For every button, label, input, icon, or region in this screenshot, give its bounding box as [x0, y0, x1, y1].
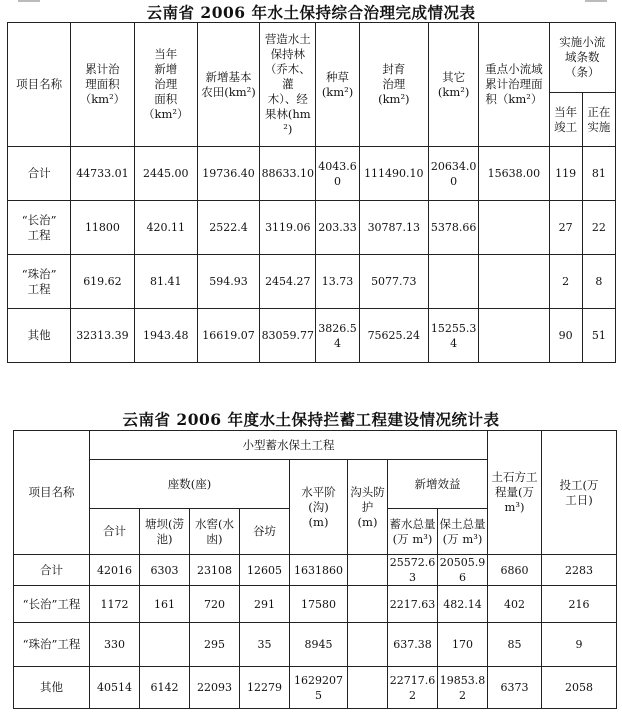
table-cell: 330 [90, 623, 140, 667]
table-cell: 81 [582, 147, 615, 201]
table-cell: 30787.13 [359, 201, 428, 255]
table-cell: 1943.48 [134, 309, 197, 363]
table-cell: 19736.40 [197, 147, 259, 201]
table-cell: 161 [140, 586, 190, 623]
table-cell: 81.41 [134, 255, 197, 309]
header-cellar: 水窖(水 凼) [190, 509, 240, 555]
row-label: 合计 [14, 555, 90, 586]
row-label: 其他 [14, 667, 90, 709]
table-cell: 13.73 [316, 255, 359, 309]
header-project: 项目名称 [14, 431, 90, 555]
header-key-basin: 重点小流域 累计治理面 积（km²） [479, 23, 549, 147]
table-cell: 2522.4 [197, 201, 259, 255]
table-cell: 1172 [90, 586, 140, 623]
table-cell: 2217.63 [388, 586, 438, 623]
table1-title: 云南省 2006 年水土保持综合治理完成情况表 [146, 3, 476, 22]
table-cell: 15255.34 [428, 309, 478, 363]
header-terrace: 水平阶 (沟) (m) [290, 460, 348, 555]
table-cell: 83059.77 [260, 309, 316, 363]
table-cell: 23108 [190, 555, 240, 586]
table-cell: 619.62 [71, 255, 134, 309]
table-row [14, 586, 617, 623]
table-cell: 42016 [90, 555, 140, 586]
table-cell: 5077.73 [359, 255, 428, 309]
table-cell: 720 [190, 586, 240, 623]
table-cell: 2058 [542, 667, 617, 709]
header-check-dam: 谷坊 [240, 509, 290, 555]
soil-conservation-completion-table [7, 22, 616, 363]
water-storage-works-table [13, 430, 617, 709]
table-cell: 44733.01 [71, 147, 134, 201]
table-cell: 22717.62 [388, 667, 438, 709]
table-cell: 12605 [240, 555, 290, 586]
table-cell: 22093 [190, 667, 240, 709]
table-cell [479, 201, 549, 255]
header-gully: 沟头防护 (m) [348, 460, 388, 555]
table-cell [348, 667, 388, 709]
table-cell: 12279 [240, 667, 290, 709]
table-cell [140, 623, 190, 667]
table-row [14, 555, 617, 586]
table-cell: 216 [542, 586, 617, 623]
header-small-works: 小型蓄水保土工程 [90, 431, 488, 460]
table-cell: 594.93 [197, 255, 259, 309]
table-row [8, 147, 616, 201]
table-cell: 25572.63 [388, 555, 438, 586]
header-ongoing: 正在 实施 [582, 93, 615, 147]
table-cell: 295 [190, 623, 240, 667]
header-basin-count: 实施小流 域条数 （条） [549, 23, 615, 93]
header-closure: 封育 治理 (km²) [359, 23, 428, 147]
table2-title: 云南省 2006 年度水土保持拦蓄工程建设情况统计表 [122, 410, 500, 429]
table-cell: 119 [549, 147, 582, 201]
table-cell: 482.14 [438, 586, 488, 623]
header-storage: 蓄水总量 (万 m³) [388, 509, 438, 555]
table-cell [479, 255, 549, 309]
table-cell: 3826.54 [316, 309, 359, 363]
row-label: “珠治” 工程 [8, 255, 71, 309]
header-soil: 保土总量 (万 m³) [438, 509, 488, 555]
table-cell [428, 255, 478, 309]
table-cell: 1629207 5 [290, 667, 348, 709]
row-label: “珠治”工程 [14, 623, 90, 667]
table-cell: 85 [488, 623, 542, 667]
table-cell: 170 [438, 623, 488, 667]
header-new-benefit: 新增效益 [388, 460, 488, 509]
header-cumulative-area: 累计治 理面积 （km²） [71, 23, 134, 147]
table-cell: 203.33 [316, 201, 359, 255]
row-label: 合计 [8, 147, 71, 201]
header-pond: 塘坝(涝 池) [140, 509, 190, 555]
table-cell: 637.38 [388, 623, 438, 667]
table-cell: 6303 [140, 555, 190, 586]
table-cell: 2283 [542, 555, 617, 586]
table-cell: 4043.60 [316, 147, 359, 201]
table-row [8, 309, 616, 363]
table-cell: 27 [549, 201, 582, 255]
table-cell [348, 623, 388, 667]
table-cell: 291 [240, 586, 290, 623]
table-cell: 6373 [488, 667, 542, 709]
header-forest: 营造水土 保持林 （乔木、灌 木）、经 果林(hm ²) [260, 23, 316, 147]
table-cell: 90 [549, 309, 582, 363]
header-earthwork: 土石方工 程量(万 m³) [488, 431, 542, 555]
table-cell: 17580 [290, 586, 348, 623]
table-row [8, 255, 616, 309]
table-cell: 88633.10 [260, 147, 316, 201]
table-cell: 3119.06 [260, 201, 316, 255]
table-cell: 15638.00 [479, 147, 549, 201]
table-cell: 51 [582, 309, 615, 363]
table-cell [348, 555, 388, 586]
table-cell: 6860 [488, 555, 542, 586]
table-cell [348, 586, 388, 623]
table-cell: 9 [542, 623, 617, 667]
table-cell: 20634.00 [428, 147, 478, 201]
table-cell: 16619.07 [197, 309, 259, 363]
table-cell: 22 [582, 201, 615, 255]
header-labor: 投工(万 工日) [542, 431, 617, 555]
table-cell: 35 [240, 623, 290, 667]
table-cell: 402 [488, 586, 542, 623]
header-total: 合计 [90, 509, 140, 555]
row-label: 其他 [8, 309, 71, 363]
table-cell: 2 [549, 255, 582, 309]
table-cell: 420.11 [134, 201, 197, 255]
header-farmland: 新增基本 农田(km²) [197, 23, 259, 147]
header-done: 当年 竣工 [549, 93, 582, 147]
header-seats: 座数(座) [90, 460, 290, 509]
table-cell: 8945 [290, 623, 348, 667]
row-label: “长治”工程 [14, 586, 90, 623]
row-label: “长治” 工程 [8, 201, 71, 255]
table-cell: 75625.24 [359, 309, 428, 363]
table-cell: 32313.39 [71, 309, 134, 363]
table-cell [479, 309, 549, 363]
table-cell: 20505.96 [438, 555, 488, 586]
table-row [8, 201, 616, 255]
table-cell: 5378.66 [428, 201, 478, 255]
table-cell: 19853.82 [438, 667, 488, 709]
table-cell: 2445.00 [134, 147, 197, 201]
table-cell: 6142 [140, 667, 190, 709]
table-cell: 111490.10 [359, 147, 428, 201]
header-other: 其它 (km²) [428, 23, 478, 147]
table-row [14, 667, 617, 709]
header-grass: 种草 (km²) [316, 23, 359, 147]
header-project: 项目名称 [8, 23, 71, 147]
header-new-area: 当年 新增 治理 面积 （km²） [134, 23, 197, 147]
table-cell: 1631860 [290, 555, 348, 586]
table-row [14, 623, 617, 667]
table-cell: 11800 [71, 201, 134, 255]
table-cell: 8 [582, 255, 615, 309]
table-cell: 40514 [90, 667, 140, 709]
table-cell: 2454.27 [260, 255, 316, 309]
